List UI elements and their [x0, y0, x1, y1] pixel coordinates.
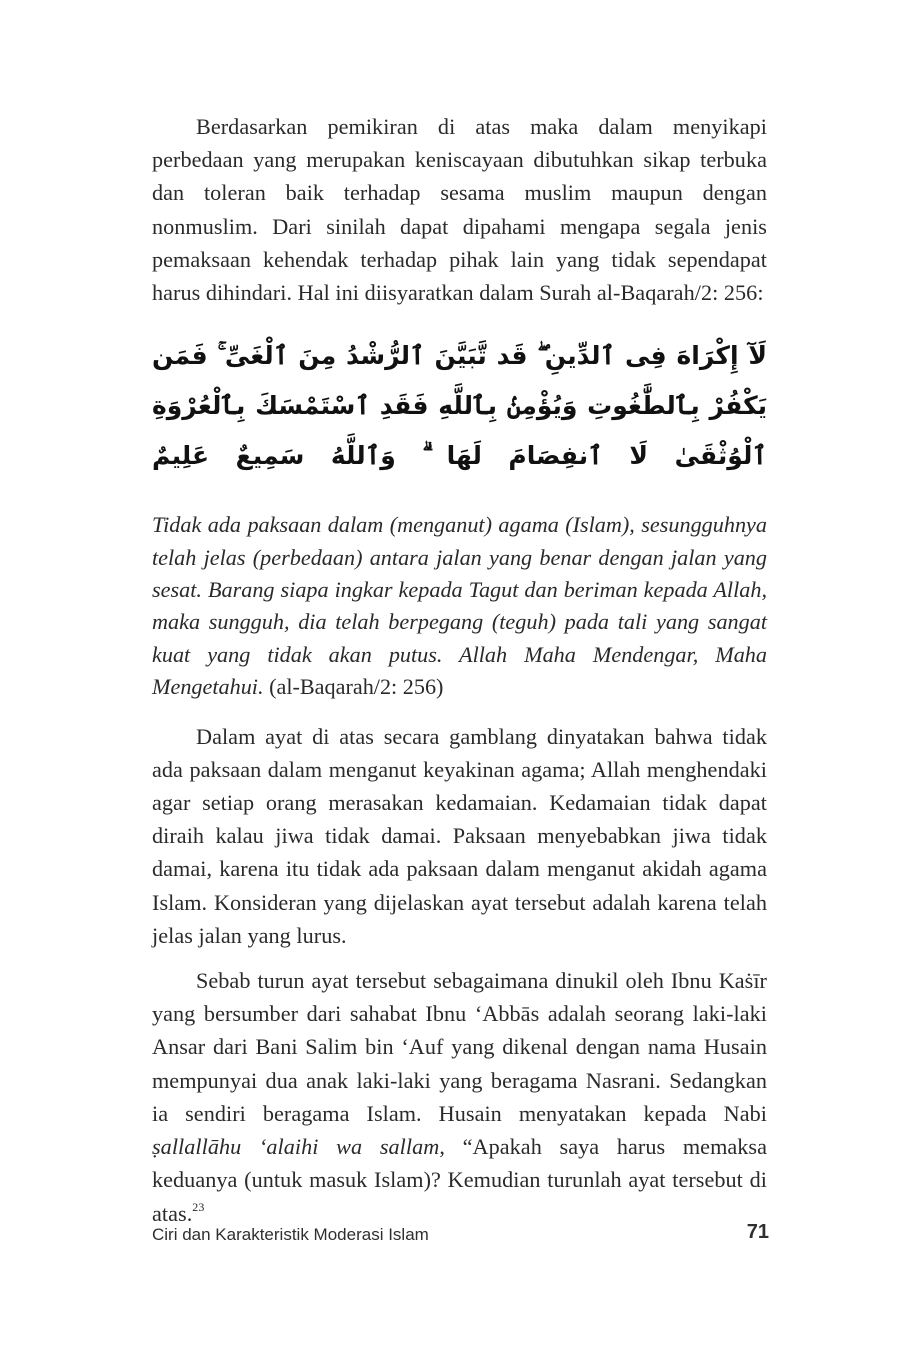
paragraph-3-honorific: ṣallallāhu ‘alaihi wa sallam	[152, 1134, 440, 1160]
paragraph-1: Berdasarkan pemikiran di atas maka dalam menyikapi perbedaan yang merupakan keniscayaan dibutuhkan sikap terbuka dan toleran baik terhadap sesama muslim maupun dengan nonmuslim. Dari sinilah dapat dipahami mengapa segala jenis pemaksaan kehendak terhadap pihak lain yang tidak sependapat harus dihindari. Hal ini diisyaratkan dalam Surah al-Baqarah/2: 256:	[152, 114, 767, 306]
quran-verse-arabic: لَآ إِكْرَاهَ فِى ٱلدِّينِ ۖ قَد تَّبَيَّنَ ٱلرُّشْدُ مِنَ ٱلْغَىِّ ۚ فَمَن يَكْفُرْ بِٱلطَّٰغُوتِ وَيُؤْمِنۢ بِٱللَّهِ فَقَدِ ٱسْتَمْسَكَ بِٱلْعُرْوَةِ ٱلْوُثْقَىٰ لَا ٱنفِصَامَ لَهَا ۗ وَٱللَّهُ سَمِيعٌ عَلِيمٌ	[152, 341, 767, 471]
paragraph-3-part-b: , “Apakah saya harus memaksa keduanya (untuk masuk Islam)? Kemudian turunlah ayat tersebut di atas.	[152, 1134, 767, 1226]
verse-translation	[152, 509, 767, 703]
footnote-ref[interactable]: 23	[192, 1199, 205, 1214]
translation-reference: (al-Baqarah/2: 256)	[263, 674, 444, 700]
running-footer: Ciri dan Karakteristik Moderasi Islam	[152, 1225, 429, 1244]
page-body	[152, 110, 767, 1230]
paragraph-3-part-a: Sebab turun ayat tersebut sebagaimana dinukil oleh Ibnu Kaṡīr yang bersumber dari sahabat Ibnu ‘Abbās adalah seorang laki-laki Ansar dari Bani Salim bin ‘Auf yang dikenal dengan nama Husain mempunyai dua anak laki-laki yang beragama Nasrani. Sedangkan ia sendiri beragama Islam. Husain menyatakan kepada Nabi	[152, 968, 767, 1126]
translation-text: Tidak ada paksaan dalam (menganut) agama (Islam), sesungguhnya telah jelas (perbedaan) antara jalan yang benar dengan jalan yang sesat. Barang siapa ingkar kepada Tagut dan beriman kepada Allah, maka sungguh, dia telah berpegang (teguh) pada tali yang sangat kuat yang tidak akan putus. Allah Maha Mendengar, Maha Mengetahui.	[152, 512, 767, 700]
page-number: 71	[746, 1221, 769, 1243]
paragraph-3	[152, 964, 767, 1230]
paragraph-2: Dalam ayat di atas secara gamblang dinyatakan bahwa tidak ada paksaan dalam menganut keyakinan agama; Allah menghendaki agar setiap orang merasakan kedamaian. Kedamaian tidak dapat diraih kalau jiwa tidak damai. Paksaan menyebabkan jiwa tidak damai, karena itu tidak ada paksaan dalam menganut akidah agama Islam. Konsideran yang dijelaskan ayat tersebut adalah karena telah jelas jalan yang lurus.	[152, 723, 767, 948]
